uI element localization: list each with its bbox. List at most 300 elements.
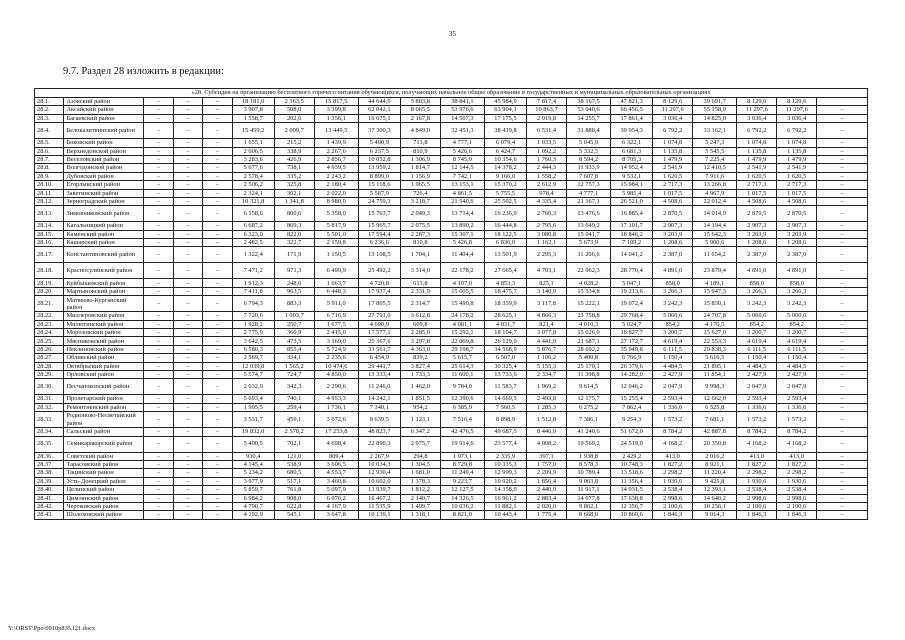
- value-cell: 8 898,9: [484, 412, 526, 428]
- value-cell: 13 649,2: [566, 222, 610, 230]
- value-cell: –: [203, 230, 232, 238]
- value-cell: 2 331,9: [400, 287, 440, 295]
- value-cell: 2 140,7: [400, 494, 440, 502]
- value-cell: 702,1: [274, 436, 314, 452]
- value-cell: 22 890,3: [358, 436, 400, 452]
- value-cell: 39 954,3: [611, 123, 653, 139]
- value-cell: 1 378,3: [400, 477, 440, 485]
- value-cell: 17 253,8: [314, 428, 358, 436]
- value-cell: –: [144, 511, 173, 519]
- value-cell: 3 077,8: [527, 329, 567, 337]
- value-cell: 15 041,7: [566, 230, 610, 238]
- row-number: 28.30.: [35, 379, 64, 395]
- value-cell: –: [817, 452, 868, 460]
- value-cell: –: [173, 155, 202, 163]
- row-number: 28.28.: [35, 362, 64, 370]
- table-title-row: [35, 89, 868, 98]
- value-cell: –: [203, 403, 232, 411]
- value-cell: –: [173, 320, 202, 328]
- table-row: [35, 189, 868, 197]
- value-cell: 26 379,6: [611, 362, 653, 370]
- value-cell: 8 578,3: [566, 460, 610, 468]
- value-cell: 1 208,6: [653, 239, 693, 247]
- value-cell: 413,0: [653, 452, 693, 460]
- value-cell: 37 300,3: [358, 123, 400, 139]
- value-cell: 334,1: [274, 354, 314, 362]
- value-cell: 16 444,8: [484, 222, 526, 230]
- value-cell: 10 789,4: [566, 469, 610, 477]
- value-cell: –: [817, 460, 868, 468]
- value-cell: 1 814,7: [400, 164, 440, 172]
- value-cell: 32 451,3: [440, 123, 484, 139]
- table-row: [35, 147, 868, 155]
- value-cell: 724,7: [274, 370, 314, 378]
- value-cell: 2 047,9: [777, 379, 817, 395]
- district-name: Песчанокопский район: [64, 379, 144, 395]
- value-cell: –: [203, 469, 232, 477]
- value-cell: 3 169,0: [314, 337, 358, 345]
- value-cell: –: [173, 412, 202, 428]
- value-cell: –: [173, 379, 202, 395]
- value-cell: 10 474,6: [314, 362, 358, 370]
- value-cell: 908,0: [274, 494, 314, 502]
- value-cell: 680,5: [274, 469, 314, 477]
- value-cell: 2 717,3: [653, 181, 693, 189]
- value-cell: –: [173, 428, 202, 436]
- value-cell: 6 079,4: [484, 139, 526, 147]
- subsidy-table-wrapper: [34, 88, 868, 520]
- value-cell: –: [203, 511, 232, 519]
- value-cell: 3 140,9: [527, 287, 567, 295]
- value-cell: 28 625,1: [484, 312, 526, 320]
- value-cell: 3 827,4: [400, 362, 440, 370]
- value-cell: 22 178,2: [440, 263, 484, 279]
- value-cell: 7 720,6: [232, 312, 274, 320]
- value-cell: 15 984,1: [611, 181, 653, 189]
- value-cell: 9 014,3: [693, 511, 737, 519]
- value-cell: –: [203, 114, 232, 122]
- value-cell: 2 870,5: [653, 206, 693, 222]
- value-cell: 3 036,4: [777, 114, 817, 122]
- value-cell: –: [173, 469, 202, 477]
- value-cell: 25 170,1: [566, 362, 610, 370]
- value-cell: 3 612,8: [400, 312, 440, 320]
- value-cell: 2 883,4: [527, 494, 567, 502]
- value-cell: 17 805,5: [358, 296, 400, 312]
- value-cell: 2 427,9: [777, 370, 817, 378]
- value-cell: –: [203, 239, 232, 247]
- district-name: Волгодонской район: [64, 164, 144, 172]
- table-body: [35, 89, 868, 520]
- value-cell: 7 742,1: [440, 172, 484, 180]
- row-number: 28.41.: [35, 494, 64, 502]
- value-cell: 7 386,1: [566, 412, 610, 428]
- value-cell: 28 692,2: [566, 345, 610, 353]
- value-cell: 1 655,1: [232, 139, 274, 147]
- row-number: 28.23.: [35, 320, 64, 328]
- value-cell: –: [817, 139, 868, 147]
- value-cell: –: [144, 197, 173, 205]
- value-cell: –: [173, 247, 202, 263]
- value-cell: 7 109,2: [611, 239, 653, 247]
- value-cell: –: [203, 206, 232, 222]
- table-row: [35, 379, 868, 395]
- value-cell: 1 969,2: [527, 379, 567, 395]
- value-cell: 12 410,5: [693, 164, 737, 172]
- district-name: Неклиновский район: [64, 345, 144, 353]
- row-number: 28.43.: [35, 511, 64, 519]
- value-cell: 48 823,7: [358, 428, 400, 436]
- value-cell: –: [203, 320, 232, 328]
- table-row: [35, 172, 868, 180]
- value-cell: 4 145,4: [232, 460, 274, 468]
- value-cell: 2 998,6: [653, 494, 693, 502]
- value-cell: 5 097,9: [314, 486, 358, 494]
- value-cell: –: [203, 287, 232, 295]
- value-cell: –: [173, 197, 202, 205]
- district-name: Егорлыкский район: [64, 181, 144, 189]
- value-cell: –: [144, 412, 173, 428]
- value-cell: 4 777,1: [566, 189, 610, 197]
- value-cell: 4 508,6: [653, 197, 693, 205]
- value-cell: –: [173, 164, 202, 172]
- value-cell: 18 846,2: [611, 230, 653, 238]
- value-cell: 1 681,0: [400, 469, 440, 477]
- value-cell: –: [203, 379, 232, 395]
- value-cell: 978,4: [527, 189, 567, 197]
- value-cell: 2 243,2: [314, 172, 358, 180]
- value-cell: 4 508,6: [737, 197, 777, 205]
- value-cell: 3 460,8: [314, 477, 358, 485]
- value-cell: 29 838,3: [693, 345, 737, 353]
- value-cell: 25 614,3: [440, 362, 484, 370]
- value-cell: 6 794,3: [232, 296, 274, 312]
- value-cell: 6 507,0: [484, 354, 526, 362]
- value-cell: 8 784,2: [777, 428, 817, 436]
- district-name: Веселовский район: [64, 155, 144, 163]
- value-cell: 25 502,5: [484, 197, 526, 205]
- row-number: 28.5.: [35, 139, 64, 147]
- table-row: [35, 98, 868, 106]
- value-cell: 10 321,8: [232, 197, 274, 205]
- value-cell: 29 441,7: [358, 362, 400, 370]
- value-cell: 5 587,9: [358, 189, 400, 197]
- value-cell: 338,9: [274, 147, 314, 155]
- value-cell: –: [203, 452, 232, 460]
- value-cell: 18 475,7: [484, 287, 526, 295]
- value-cell: 7 681,1: [693, 412, 737, 428]
- value-cell: 1 336,6: [653, 403, 693, 411]
- value-cell: 2 795,6: [527, 222, 567, 230]
- value-cell: 1 928,2: [232, 320, 274, 328]
- value-cell: 5 673,9: [566, 239, 610, 247]
- district-name: Боковский район: [64, 139, 144, 147]
- value-cell: 11 297,6: [777, 106, 817, 114]
- value-cell: 13 501,9: [484, 247, 526, 263]
- value-cell: 6 158,6: [232, 206, 274, 222]
- value-cell: 4 028,2: [566, 279, 610, 287]
- value-cell: 24 178,2: [440, 312, 484, 320]
- value-cell: –: [173, 312, 202, 320]
- district-name: Миллеровский район: [64, 312, 144, 320]
- value-cell: 2 427,9: [653, 370, 693, 378]
- value-cell: 1 304,5: [400, 460, 440, 468]
- table-row: [35, 206, 868, 222]
- value-cell: 8 594,2: [566, 155, 610, 163]
- value-cell: 854,2: [653, 320, 693, 328]
- value-cell: 1 856,4: [527, 477, 567, 485]
- value-cell: 3 606,5: [314, 460, 358, 468]
- value-cell: 26 129,0: [484, 337, 526, 345]
- value-cell: 12 757,3: [566, 181, 610, 189]
- value-cell: 971,3: [274, 263, 314, 279]
- value-cell: 1 620,5: [777, 172, 817, 180]
- value-cell: 18 122,5: [484, 230, 526, 238]
- value-cell: 38 167,5: [566, 98, 610, 106]
- value-cell: –: [817, 181, 868, 189]
- value-cell: –: [173, 98, 202, 106]
- value-cell: 2 593,4: [737, 395, 777, 403]
- value-cell: 4 170,5: [693, 320, 737, 328]
- value-cell: 41 240,6: [566, 428, 610, 436]
- value-cell: 545,1: [274, 511, 314, 519]
- value-cell: 51 672,0: [611, 428, 653, 436]
- value-cell: 10 052,8: [358, 155, 400, 163]
- value-cell: –: [144, 164, 173, 172]
- value-cell: –: [173, 511, 202, 519]
- value-cell: 6 275,2: [566, 403, 610, 411]
- district-name: Октябрьский район: [64, 362, 144, 370]
- value-cell: –: [203, 494, 232, 502]
- value-cell: 13 518,6: [611, 469, 653, 477]
- row-number: 28.15.: [35, 230, 64, 238]
- value-cell: 10 139,1: [358, 511, 400, 519]
- value-cell: 3 218,7: [400, 197, 440, 205]
- value-cell: 7 607,8: [566, 172, 610, 180]
- value-cell: 248,6: [274, 279, 314, 287]
- value-cell: 1 620,5: [737, 172, 777, 180]
- value-cell: 49 687,5: [484, 428, 526, 436]
- value-cell: –: [144, 263, 173, 279]
- value-cell: 38 841,1: [440, 98, 484, 106]
- value-cell: 5 426,8: [440, 239, 484, 247]
- value-cell: –: [817, 239, 868, 247]
- value-cell: 1 827,2: [737, 460, 777, 468]
- value-cell: –: [144, 98, 173, 106]
- value-cell: 2 298,2: [777, 469, 817, 477]
- value-cell: –: [817, 189, 868, 197]
- value-cell: 2 493,8: [527, 395, 567, 403]
- value-cell: 2 335,9: [484, 452, 526, 460]
- value-cell: 2 047,9: [653, 379, 693, 395]
- district-name: Багаевский район: [64, 114, 144, 122]
- value-cell: 6 424,7: [484, 147, 526, 155]
- value-cell: 2 298,2: [737, 469, 777, 477]
- value-cell: 11 297,6: [653, 106, 693, 114]
- district-name: Шолоховский район: [64, 511, 144, 519]
- value-cell: 14 825,0: [693, 114, 737, 122]
- table-row: [35, 370, 868, 378]
- value-cell: 9 425,8: [693, 477, 737, 485]
- value-cell: 726,4: [400, 189, 440, 197]
- value-cell: 15 947,3: [693, 287, 737, 295]
- district-name: Пролетарский район: [64, 395, 144, 403]
- district-name: Ремонтненский район: [64, 403, 144, 411]
- value-cell: 6 531,4: [527, 123, 567, 139]
- value-cell: 9 862,1: [566, 502, 610, 510]
- value-cell: 6 687,2: [232, 222, 274, 230]
- value-cell: 15 605,5: [440, 287, 484, 295]
- value-cell: 2 267,9: [358, 452, 400, 460]
- value-cell: –: [173, 477, 202, 485]
- value-cell: 15 334,8: [566, 287, 610, 295]
- value-cell: –: [144, 502, 173, 510]
- table-row: [35, 329, 868, 337]
- value-cell: 1 074,8: [777, 139, 817, 147]
- value-cell: 8 446,9: [527, 428, 567, 436]
- value-cell: 14 378,2: [484, 164, 526, 172]
- row-number: 28.3.: [35, 114, 64, 122]
- value-cell: 413,0: [737, 452, 777, 460]
- value-cell: 12 999,3: [484, 469, 526, 477]
- value-cell: 9 223,7: [440, 477, 484, 485]
- value-cell: 14 014,9: [693, 206, 737, 222]
- row-number: 28.14.: [35, 222, 64, 230]
- value-cell: 1 733,3: [400, 370, 440, 378]
- value-cell: –: [144, 279, 173, 287]
- value-cell: 4 698,4: [314, 436, 358, 452]
- value-cell: 19 213,6: [611, 287, 653, 295]
- table-row: [35, 436, 868, 452]
- value-cell: 14 242,1: [358, 395, 400, 403]
- value-cell: 2 632,9: [232, 379, 274, 395]
- value-cell: 5 616,5: [693, 354, 737, 362]
- value-cell: 4 790,7: [232, 502, 274, 510]
- value-cell: 17 594,4: [358, 230, 400, 238]
- value-cell: 2 612,9: [527, 181, 567, 189]
- value-cell: 1 512,8: [527, 412, 567, 428]
- value-cell: –: [144, 452, 173, 460]
- value-cell: 6 448,3: [314, 287, 358, 295]
- value-cell: –: [144, 139, 173, 147]
- value-cell: 10 335,3: [484, 460, 526, 468]
- value-cell: –: [817, 287, 868, 295]
- value-cell: –: [203, 329, 232, 337]
- value-cell: –: [173, 486, 202, 494]
- value-cell: –: [173, 502, 202, 510]
- district-name: Мясниковский район: [64, 337, 144, 345]
- value-cell: 538,9: [274, 460, 314, 468]
- value-cell: 3 642,5: [232, 337, 274, 345]
- value-cell: 10 920,2: [484, 477, 526, 485]
- value-cell: 1 150,4: [777, 354, 817, 362]
- subsidy-table: [34, 88, 868, 520]
- value-cell: 11 398,8: [566, 370, 610, 378]
- value-cell: 3 203,9: [653, 230, 693, 238]
- value-cell: –: [173, 395, 202, 403]
- value-cell: 17 101,7: [611, 222, 653, 230]
- value-cell: 14 041,2: [611, 247, 653, 263]
- row-number: 28.22.: [35, 312, 64, 320]
- value-cell: 25 367,6: [358, 337, 400, 345]
- value-cell: 21 167,1: [566, 197, 610, 205]
- value-cell: 4 619,4: [737, 337, 777, 345]
- value-cell: 1 760,3: [527, 155, 567, 163]
- value-cell: 1 336,6: [737, 403, 777, 411]
- value-cell: –: [173, 345, 202, 353]
- value-cell: 8 639,5: [358, 412, 400, 428]
- value-cell: 15 459,2: [232, 123, 274, 139]
- value-cell: 23 577,4: [484, 436, 526, 452]
- value-cell: –: [203, 123, 232, 139]
- value-cell: 4 939,5: [314, 164, 358, 172]
- value-cell: 11 917,1: [566, 486, 610, 494]
- value-cell: –: [203, 181, 232, 189]
- value-cell: 858,0: [737, 279, 777, 287]
- value-cell: 14 358,0: [484, 486, 526, 494]
- value-cell: –: [144, 123, 173, 139]
- value-cell: –: [203, 345, 232, 353]
- value-cell: 17 937,4: [358, 287, 400, 295]
- value-cell: 121,0: [274, 452, 314, 460]
- value-cell: 1 106,2: [527, 354, 567, 362]
- value-cell: 5 545,5: [693, 147, 737, 155]
- value-cell: –: [144, 181, 173, 189]
- value-cell: 14 255,7: [566, 114, 610, 122]
- value-cell: –: [817, 354, 868, 362]
- district-name: Милютинский район: [64, 320, 144, 328]
- value-cell: 3 200,7: [777, 329, 817, 337]
- value-cell: 12 662,0: [693, 395, 737, 403]
- value-cell: 13 449,5: [314, 123, 358, 139]
- value-cell: 2 760,3: [527, 206, 567, 222]
- value-cell: 18 827,7: [611, 329, 653, 337]
- value-cell: 10 256,1: [693, 502, 737, 510]
- value-cell: 12 356,7: [611, 502, 653, 510]
- table-row: [35, 502, 868, 510]
- value-cell: 15 965,7: [358, 222, 400, 230]
- row-number: 28.13.: [35, 206, 64, 222]
- value-cell: –: [817, 329, 868, 337]
- district-name: Кагальницкий район: [64, 222, 144, 230]
- value-cell: 5 615,7: [440, 354, 484, 362]
- value-cell: 2 541,9: [777, 164, 817, 172]
- value-cell: –: [144, 403, 173, 411]
- value-cell: 19 832,0: [232, 428, 274, 436]
- row-number: 28.2.: [35, 106, 64, 114]
- value-cell: 1 135,8: [653, 147, 693, 155]
- value-cell: 33 561,7: [358, 345, 400, 353]
- value-cell: –: [817, 206, 868, 222]
- value-cell: 4 167,9: [314, 502, 358, 510]
- value-cell: 1 439,9: [314, 139, 358, 147]
- value-cell: 8 705,3: [611, 155, 653, 163]
- value-cell: 821,4: [527, 320, 567, 328]
- value-cell: 1 017,5: [653, 189, 693, 197]
- table-row: [35, 222, 868, 230]
- value-cell: 1 462,0: [400, 379, 440, 395]
- value-cell: 3 266,3: [777, 287, 817, 295]
- value-cell: 4 168,2: [737, 436, 777, 452]
- value-cell: 202,6: [274, 114, 314, 122]
- value-cell: 5 047,1: [611, 279, 653, 287]
- value-cell: 8 129,6: [653, 98, 693, 106]
- value-cell: 13 476,6: [566, 206, 610, 222]
- value-cell: 342,3: [274, 379, 314, 395]
- value-cell: 5 817,9: [314, 222, 358, 230]
- value-cell: 2 100,6: [777, 502, 817, 510]
- value-cell: 2 506,2: [232, 181, 274, 189]
